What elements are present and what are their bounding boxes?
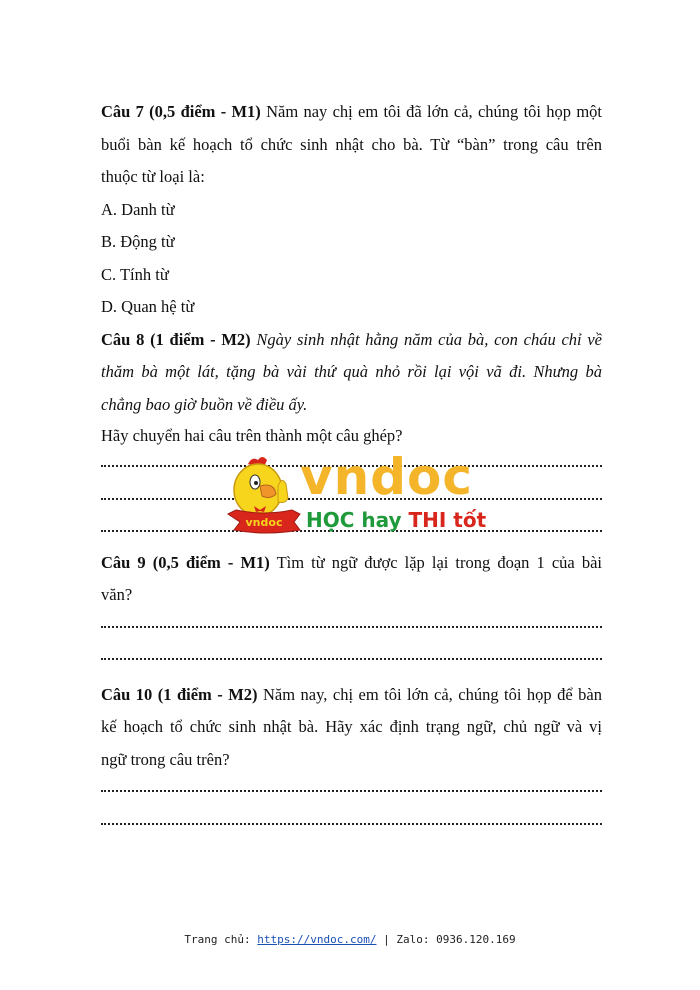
answer-line [101,612,602,645]
question-9-line-2: văn? [101,585,133,604]
question-7-line-3: thuộc từ loại là: [101,167,205,186]
page-footer: Trang chủ: https://vndoc.com/ | Zalo: 0936.120.169 [184,933,516,946]
question-7-label: Câu 7 (0,5 điểm - M1) [101,102,261,121]
answer-line [101,644,602,677]
vndoc-watermark-logo [226,448,487,536]
svg-text:vndoc: vndoc [245,516,283,529]
option-b: B. Động từ [101,232,175,251]
question-7-line-2: buổi bàn kế hoạch tổ chức sinh nhật cho bà. Từ “bàn” trong câu trên [101,134,602,154]
question-8-label: Câu 8 (1 điểm - M2) [101,329,251,349]
tagline: HỌC hay THI tốt [306,508,487,532]
option-c: C. Tính từ [101,264,169,284]
homepage-link[interactable]: https://vndoc.com/ [257,933,377,946]
question-8-line-2: thăm bà một lát, tặng bà vài thứ quà nhỏ rồi lại vội vã đi. Nhưng bà [101,362,602,381]
question-9-label: Câu 9 (0,5 điểm - M1) [101,552,270,572]
question-10-line-3: ngữ trong câu trên? [101,749,230,769]
question-8-line-3: chẳng bao giờ buồn về điều ấy. [101,394,308,414]
option-a: A. Danh từ [101,199,175,219]
question-10-line-2: kế hoạch tổ chức sinh nhật bà. Hãy xác định trạng ngữ, chủ ngữ và vị [101,717,602,736]
chicken-mascot-icon [226,456,302,536]
option-d: D. Quan hệ từ [101,297,195,316]
answer-line [101,776,602,809]
answer-line [101,809,602,842]
question-7-line-1: Câu 7 (0,5 điểm - M1) Năm nay chị em tôi đã lớn cả, chúng tôi họp một [101,102,602,121]
question-10-line-1: Câu 10 (1 điểm - M2) Năm nay, chị em tôi lớn cả, chúng tôi họp để bàn [101,684,602,704]
question-8-line-1: Câu 8 (1 điểm - M2) Ngày sinh nhật hằng năm của bà, con cháu chỉ về [101,329,602,349]
question-9-line-1: Câu 9 (0,5 điểm - M1) Tìm từ ngữ được lặp lại trong đoạn 1 của bài [101,552,602,572]
question-10-label: Câu 10 (1 điểm - M2) [101,684,258,704]
question-8-prompt: Hãy chuyển hai câu trên thành một câu ghép? [101,426,403,445]
vndoc-brand-text: vndoc [300,448,473,506]
